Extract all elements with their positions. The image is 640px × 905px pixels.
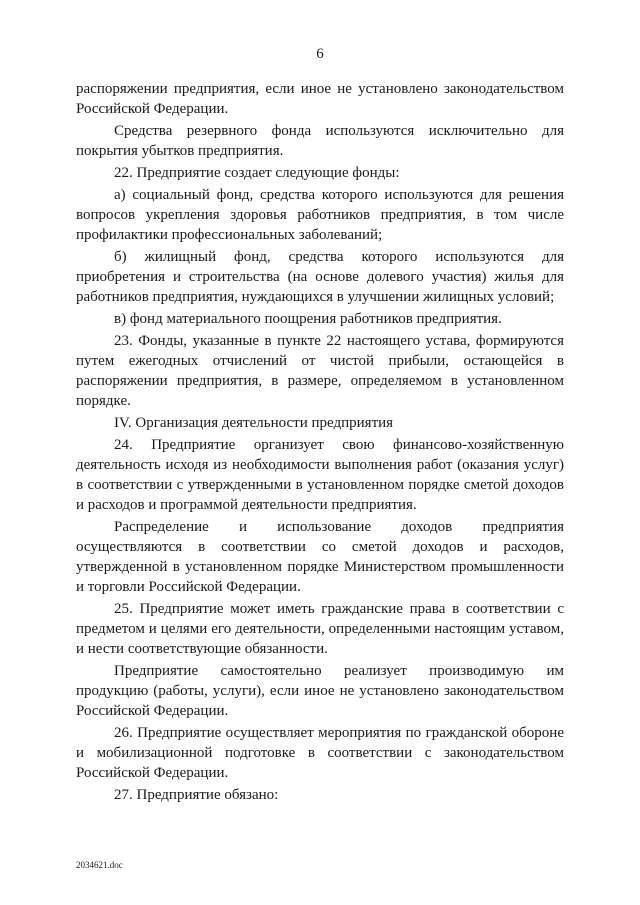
page-number: 6 — [316, 46, 324, 62]
paragraph: Распределение и использование доходов предприятия осуществляются в соответствии со сметой доходов и расходов, утвержденной в установленном порядке Министерством промышленности и торговли Российской Федерации. — [76, 519, 564, 595]
paragraph: 25. Предприятие может иметь гражданские права в соответствии с предметом и целями его деятельности, определенными настоящим уставом, и нести соответствующие обязанности. — [76, 601, 564, 657]
paragraph: 23. Фонды, указанные в пункте 22 настоящего устава, формируются путем ежегодных отчислений от чистой прибыли, остающейся в распоряжении предприятия, в размере, определяемом в установленном порядке. — [76, 333, 564, 409]
paragraph: Средства резервного фонда используются исключительно для покрытия убытков предприятия. — [76, 123, 564, 159]
paragraph: в) фонд материального поощрения работников предприятия. — [114, 311, 502, 327]
footer-filename: 2034621.doc — [76, 860, 123, 870]
section-heading: IV. Организация деятельности предприятия — [114, 415, 394, 431]
paragraph: распоряжении предприятия, если иное не установлено законодательством Российской Федерации. — [76, 81, 564, 117]
paragraph: а) социальный фонд, средства которого используются для решения вопросов укрепления здоровья работников предприятия, в том числе профилактики профессиональных заболеваний; — [76, 187, 564, 243]
paragraph: Предприятие самостоятельно реализует производимую им продукцию (работы, услуги), если иное не установлено законодательством Российской Федерации. — [76, 663, 564, 719]
paragraph: 27. Предприятие обязано: — [114, 787, 279, 803]
document-body — [76, 79, 564, 807]
paragraph: б) жилищный фонд, средства которого используются для приобретения и строительства (на основе долевого участия) жилья для работников предприятия, нуждающихся в улучшении жилищных условий; — [76, 249, 564, 305]
paragraph: 22. Предприятие создает следующие фонды: — [114, 165, 400, 181]
paragraph: 24. Предприятие организует свою финансово-хозяйственную деятельность исходя из необходимости выполнения работ (оказания услуг) в соответствии с утвержденными в установленном порядке сметой доходов и расходов и программой деятельности предприятия. — [76, 437, 564, 513]
paragraph: 26. Предприятие осуществляет мероприятия по гражданской обороне и мобилизационной подготовке в соответствии с законодательством Российской Федерации. — [76, 725, 564, 781]
